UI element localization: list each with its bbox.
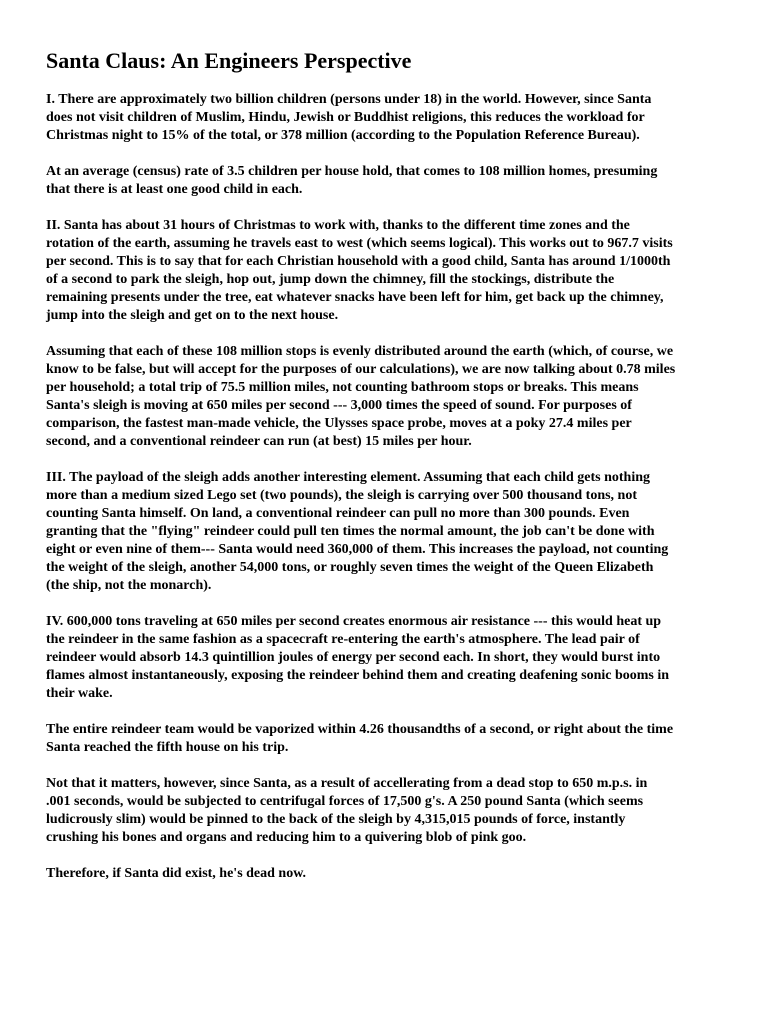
text-line: per second. This is to say that for each Christian household with a good child, Santa has around 1/1000th — [46, 254, 671, 269]
text-line: jump into the sleigh and get on to the next house. — [46, 308, 339, 323]
paragraph — [46, 217, 748, 325]
text-line: I. There are approximately two billion children (persons under 18) in the world. However, since Santa — [46, 92, 652, 107]
text-line: Santa reached the fifth house on his trip. — [46, 740, 289, 755]
text-line: second, and a conventional reindeer can run (at best) 15 miles per hour. — [46, 434, 472, 449]
text-line: Assuming that each of these 108 million stops is evenly distributed around the earth (which, of course, we — [46, 344, 674, 359]
page-title: Santa Claus: An Engineers Perspective — [46, 48, 412, 73]
text-line: the weight of the sleigh, another 54,000 tons, or roughly seven times the weight of the Queen Elizabeth — [46, 560, 654, 575]
text-line: Therefore, if Santa did exist, he's dead now. — [46, 866, 307, 881]
text-line: crushing his bones and organs and reducing him to a quivering blob of pink goo. — [46, 830, 527, 845]
paragraph — [46, 721, 748, 757]
paragraph — [46, 613, 748, 703]
text-line: granting that the "flying" reindeer could pull ten times the normal amount, the job can't be done with — [46, 524, 655, 539]
paragraph — [46, 469, 748, 595]
text-line: of a second to park the sleigh, hop out, jump down the chimney, fill the stockings, distribute the — [46, 272, 615, 287]
text-line: their wake. — [46, 686, 113, 701]
text-line: counting Santa himself. On land, a conventional reindeer can pull no more than 300 pounds. Even — [46, 506, 630, 521]
document-body — [46, 48, 748, 901]
text-line: comparison, the fastest man-made vehicle, the Ulysses space probe, moves at a poky 27.4 miles per — [46, 416, 632, 431]
text-line: remaining presents under the tree, eat whatever snacks have been left for him, get back up the chimney, — [46, 290, 664, 305]
text-line: reindeer would absorb 14.3 quintillion joules of energy per second each. In short, they would burst into — [46, 650, 661, 665]
text-line: Santa's sleigh is moving at 650 miles per second --- 3,000 times the speed of sound. For purposes of — [46, 398, 632, 413]
text-line: III. The payload of the sleigh adds another interesting element. Assuming that each child gets nothing — [46, 470, 651, 485]
text-line: IV. 600,000 tons traveling at 650 miles per second creates enormous air resistance --- this would heat up — [46, 614, 662, 629]
text-line: that there is at least one good child in each. — [46, 182, 303, 197]
text-line: The entire reindeer team would be vaporized within 4.26 thousandths of a second, or right about the time — [46, 722, 674, 737]
text-line: Not that it matters, however, since Santa, as a result of accellerating from a dead stop to 650 m.p.s. in — [46, 776, 648, 791]
text-line: more than a medium sized Lego set (two pounds), the sleigh is carrying over 500 thousand tons, not — [46, 488, 638, 503]
paragraph — [46, 343, 748, 451]
text-line: the reindeer in the same fashion as a spacecraft re-entering the earth's atmosphere. The lead pair of — [46, 632, 640, 647]
paragraph — [46, 163, 748, 199]
text-line: .001 seconds, would be subjected to centrifugal forces of 17,500 g's. A 250 pound Santa (which seems — [46, 794, 644, 809]
text-line: At an average (census) rate of 3.5 children per house hold, that comes to 108 million homes, presuming — [46, 164, 658, 179]
text-line: ludicrously slim) would be pinned to the back of the sleigh by 4,315,015 pounds of force, instantly — [46, 812, 626, 827]
paragraph — [46, 865, 748, 883]
text-line: does not visit children of Muslim, Hindu, Jewish or Buddhist religions, this reduces the workload for — [46, 110, 645, 125]
paragraph-list — [46, 91, 748, 883]
text-line: know to be false, but will accept for the purposes of our calculations), we are now talking about 0.78 miles — [46, 362, 676, 377]
text-line: (the ship, not the monarch). — [46, 578, 212, 593]
text-line: Christmas night to 15% of the total, or 378 million (according to the Population Reference Bureau). — [46, 128, 640, 143]
paragraph — [46, 775, 748, 847]
paragraph — [46, 91, 748, 145]
text-line: eight or even nine of them--- Santa would need 360,000 of them. This increases the payload, not counting — [46, 542, 669, 557]
text-line: flames almost instantaneously, exposing the reindeer behind them and creating deafening sonic booms in — [46, 668, 670, 683]
text-line: per household; a total trip of 75.5 million miles, not counting bathroom stops or breaks. This means — [46, 380, 639, 395]
text-line: II. Santa has about 31 hours of Christmas to work with, thanks to the different time zones and the — [46, 218, 630, 233]
text-line: rotation of the earth, assuming he travels east to west (which seems logical). This works out to 967.7 visits — [46, 236, 673, 251]
